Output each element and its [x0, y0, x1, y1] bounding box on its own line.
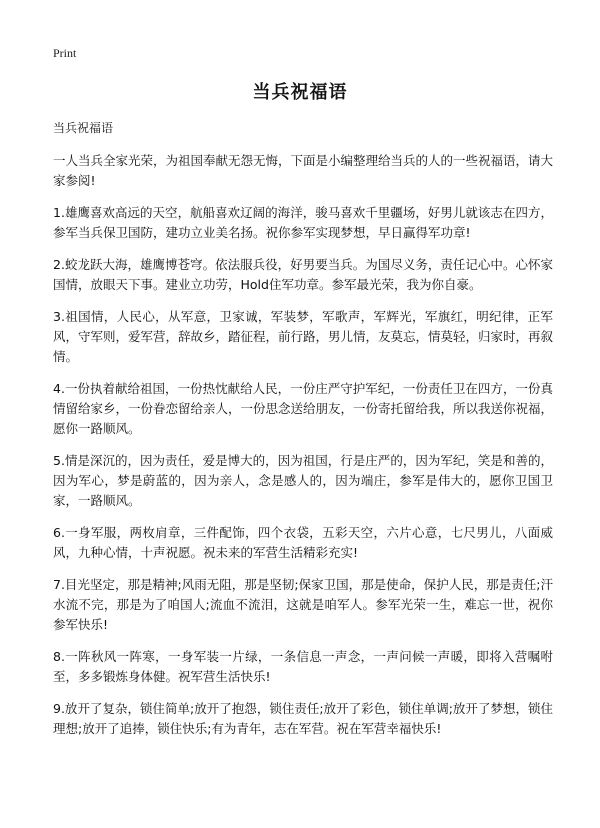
- article-body: [53, 118, 553, 751]
- blessing-paragraph-1: 1.雄鹰喜欢高远的天空，航船喜欢辽阔的海洋，骏马喜欢千里疆场，好男儿就该志在四方，参军当兵保卫国防，建功立业美名扬。祝你参军实现梦想，早日赢得军功章!: [53, 205, 553, 240]
- page-title: 当兵祝福语: [252, 82, 348, 103]
- blessing-paragraph-2: 2.蛟龙跃大海，雄鹰博苍穹。依法服兵役，好男要当兵。为国尽义务，责任记心中。心怀家国情，放眼天下事。建业立功劳，Hold住军功章。参军最光荣，我为你自豪。: [53, 257, 553, 292]
- blessing-paragraph-6: 6.一身军服，两枚肩章，三件配饰，四个衣袋，五彩天空，六片心意，七尺男儿，八面威风，九种心情，十声祝愿。祝未来的军营生活精彩充实!: [53, 525, 553, 560]
- print-link[interactable]: Print: [53, 46, 77, 60]
- blessing-paragraph-4: 4.一份执着献给祖国，一份热忱献给人民，一份庄严守护军纪，一份责任卫在四方，一份真情留给家乡，一份眷恋留给亲人，一份思念送给朋友，一份寄托留给我，所以我送你祝福，愿你一路顺风。: [53, 381, 554, 436]
- blessing-paragraph-3: 3.祖国情，人民心，从军意，卫家诚，军装梦，军歌声，军辉光，军旗红，明纪律，正军风，守军则，爱军营，辞故乡，踏征程，前行路，男儿情，友莫忘，情莫轻，归家时，再叙情。: [53, 309, 554, 364]
- blessing-paragraph-9: 9.放开了复杂，锁住简单;放开了抱怨，锁住责任;放开了彩色，锁住单调;放开了梦想，锁住理想;放开了追捧，锁住快乐;有为青年，志在军营。祝在军营幸福快乐!: [53, 701, 553, 736]
- blessing-paragraph-8: 8.一阵秋风一阵寒，一身军装一片绿，一条信息一声念，一声问候一声暖，即将入营嘱咐至，多多锻炼身体健。祝军营生活快乐!: [53, 649, 553, 684]
- intro-paragraph: 一人当兵全家光荣，为祖国奉献无怨无悔，下面是小编整理给当兵的人的一些祝福语，请大家参阅!: [53, 153, 554, 188]
- article-subheading: 当兵祝福语: [53, 121, 114, 135]
- blessing-paragraph-5: 5.情是深沉的，因为责任，爱是博大的，因为祖国，行是庄严的，因为军纪，笑是和善的，因为军心，梦是蔚蓝的，因为亲人，念是感人的，因为端庄，参军是伟大的，愿你卫国卫家，一路顺风。: [53, 453, 553, 508]
- blessing-paragraph-7: 7.目光坚定，那是精神;风雨无阻，那是坚韧;保家卫国，那是使命，保护人民，那是责任;汗水流不完，那是为了咱国人;流血不流泪，这就是咱军人。参军光荣一生，难忘一世，祝你参军快乐!: [53, 577, 553, 632]
